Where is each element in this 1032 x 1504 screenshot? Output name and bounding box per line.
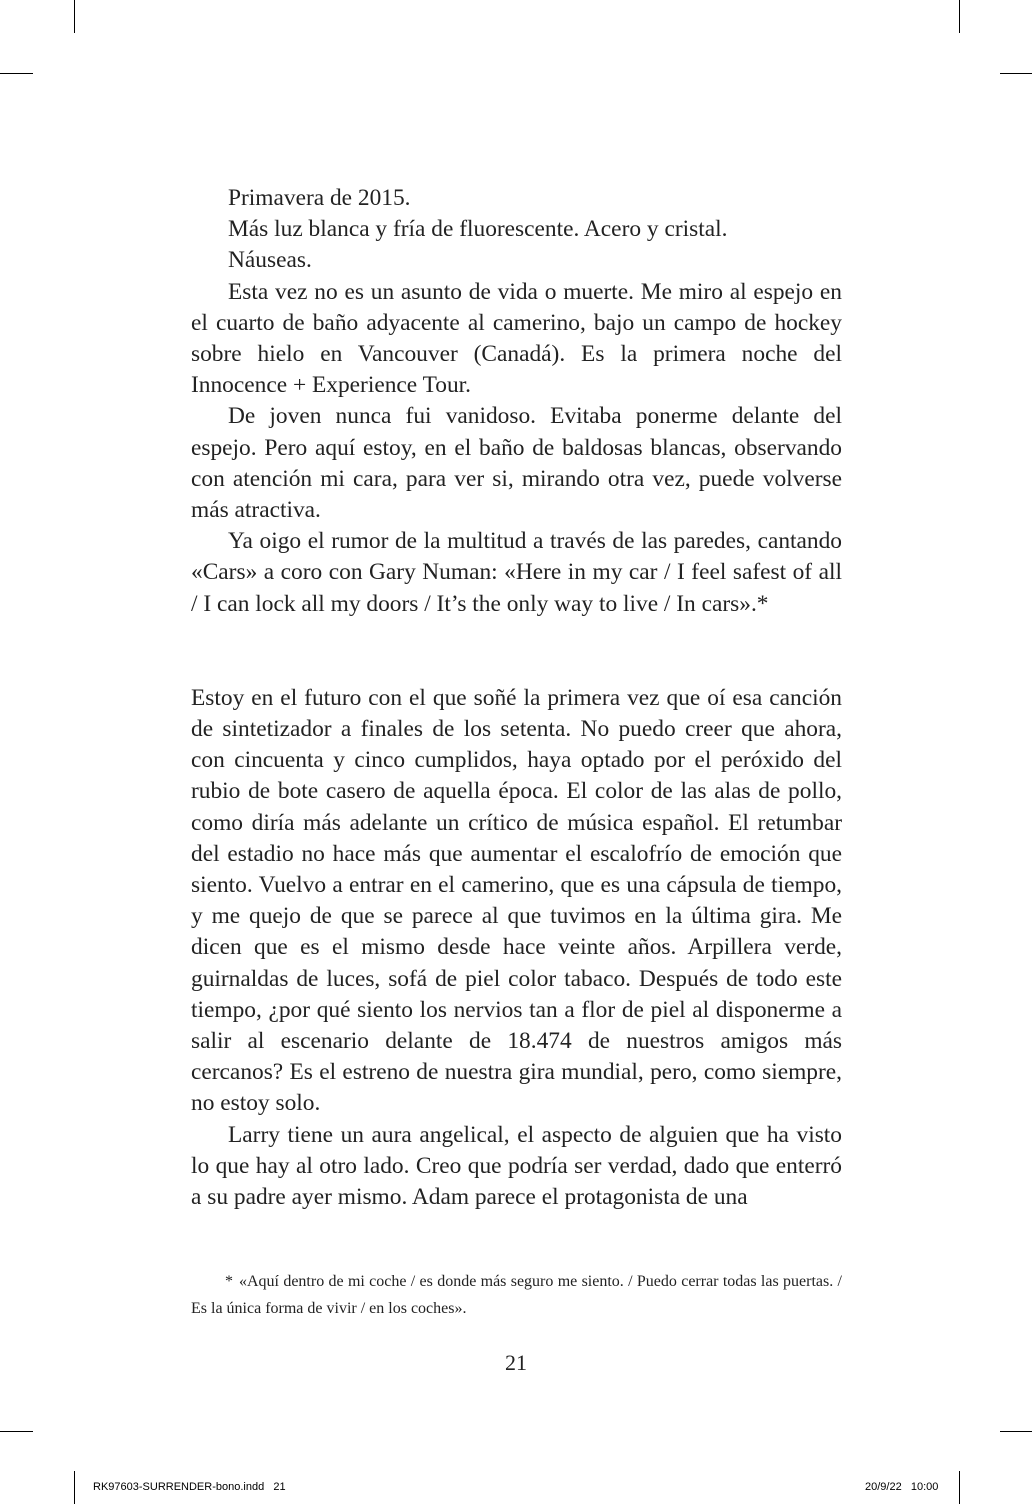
section-break — [191, 620, 842, 683]
footnote-mark: * — [225, 1273, 233, 1290]
page-number: 21 — [505, 1350, 527, 1375]
paragraph: Larry tiene un aura angelical, el aspecto de alguien que ha visto lo que hay al otro lado. Creo que podría ser verdad, dado que enterró a su padre ayer mismo. Adam parece el protagonista de una — [191, 1121, 842, 1211]
crop-mark-bottom-right — [959, 1471, 960, 1504]
footnote-text: «Aquí dentro de mi coche / es donde más seguro me siento. / Puedo cerrar todas las puertas. / Es la única forma de vivir / en los coches». — [191, 1273, 842, 1317]
slug-date: 20/9/22 10:00 — [865, 1481, 939, 1493]
paragraph: Náuseas. — [228, 247, 312, 274]
paragraph: Ya oigo el rumor de la multitud a través de las paredes, cantando «Cars» a coro con Gary Numan: «Here in my car / I feel safest of all / I can lock all my doors / It’s the only way to live / In cars».* — [191, 528, 842, 617]
paragraph: Esta vez no es un asunto de vida o muerte. Me miro al espejo en el cuarto de baño adyacente al camerino, bajo un campo de hockey sobre hielo en Vancouver (Canadá). Es la primera noche del Innocence + Experience Tour. — [191, 278, 842, 399]
crop-mark-left-top — [0, 73, 33, 74]
page-body — [191, 183, 842, 1213]
crop-mark-bottom-left — [74, 1471, 75, 1504]
crop-mark-left-bottom — [0, 1431, 33, 1432]
paragraph: Primavera de 2015. — [228, 185, 411, 211]
paragraph: Estoy en el futuro con el que soñé la primera vez que oí esa canción de sintetizador a finales de los setenta. No puedo creer que ahora, con cincuenta y cinco cumplidos, haya optado por el peróxido del rubio de bote casero de aquella época. El color de las alas de pollo, como diría más adelante un crítico de música español. El retumbar del estadio no hace más que aumentar el escalofrío de emoción que siento. Vuelvo a entrar en el camerino, que es una cápsula de tiempo, y me quejo de que se parece al que tuvimos en la última gira. Me dicen que es el mismo desde hace veinte años. Arpillera verde, guirnaldas de luces, sofá de piel color tabaco. Después de todo este tiempo, ¿por qué siento los nervios tan a flor de piel al disponerme a salir al escenario delante de 18.474 de nuestros amigos más cercanos? Es el estreno de nuestra gira mundial, pero, como siempre, no estoy solo. — [191, 684, 842, 1117]
footnote — [191, 1268, 842, 1322]
crop-mark-right-bottom — [1000, 1431, 1032, 1432]
crop-mark-right-top — [1000, 73, 1032, 74]
paragraph: Más luz blanca y fría de fluorescente. Acero y cristal. — [228, 216, 728, 243]
crop-mark-top-right — [959, 0, 960, 33]
paragraph: De joven nunca fui vanidoso. Evitaba ponerme delante del espejo. Pero aquí estoy, en el baño de baldosas blancas, observando con atención mi cara, para ver si, mirando otra vez, puede volverse más atractiva. — [191, 403, 842, 524]
slug-filename: RK97603-SURRENDER-bono.indd 21 — [93, 1481, 286, 1493]
crop-mark-top-left — [74, 0, 75, 33]
